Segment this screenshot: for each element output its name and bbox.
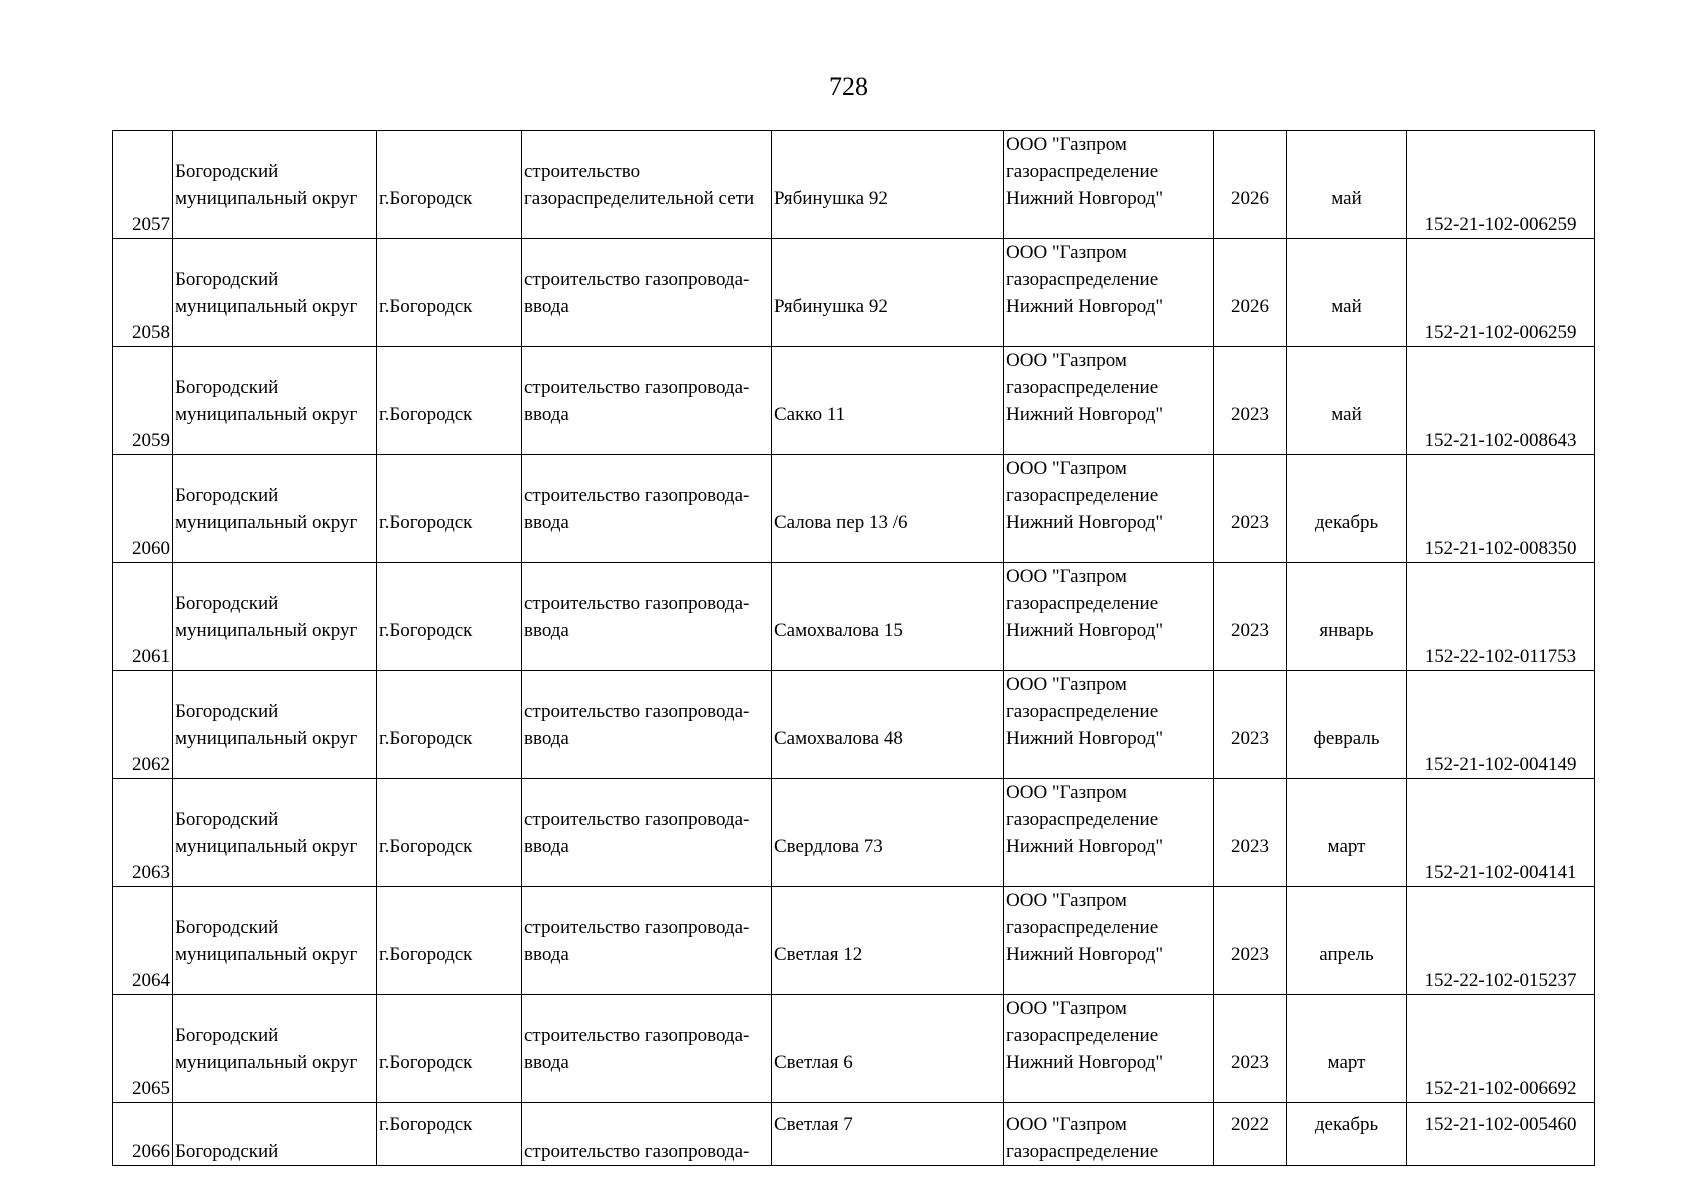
- organization-line-3: Нижний Новгород": [1006, 404, 1164, 425]
- registry-code: 152-21-102-006692: [1424, 1078, 1577, 1099]
- year-cell: [1214, 995, 1287, 1103]
- table-row: [113, 455, 1595, 563]
- registry-code: 152-22-102-011753: [1424, 646, 1577, 667]
- organization-line-1: ООО "Газпром: [1006, 242, 1127, 263]
- city-cell: [377, 563, 522, 671]
- address: Рябинушка 92: [774, 296, 888, 317]
- registry-code: 152-21-102-004141: [1424, 862, 1577, 883]
- year-cell: [1214, 131, 1287, 239]
- year: 2023: [1231, 728, 1269, 749]
- organization-line-2: газораспределение: [1006, 917, 1159, 938]
- month-cell: [1287, 1103, 1407, 1166]
- year-cell: [1214, 1103, 1287, 1166]
- row-number: 2058: [132, 322, 170, 343]
- work-type-line-1: строительство газопровода-: [524, 1025, 750, 1046]
- registry-code: 152-21-102-005460: [1424, 1114, 1577, 1135]
- district-cell: [173, 995, 377, 1103]
- year-cell: [1214, 671, 1287, 779]
- month-cell: [1287, 779, 1407, 887]
- month: март: [1327, 836, 1366, 857]
- month-cell: [1287, 131, 1407, 239]
- district-cell: [173, 239, 377, 347]
- district-cell: [173, 563, 377, 671]
- district-line-2: муниципальный округ: [175, 188, 358, 209]
- organization-line-2: газораспределение: [1006, 1025, 1159, 1046]
- organization-line-2: газораспределение: [1006, 701, 1159, 722]
- organization-cell: [1004, 455, 1214, 563]
- address-cell: [772, 131, 1004, 239]
- district-line-2: муниципальный округ: [175, 1052, 358, 1073]
- work-type-line-2: ввода: [524, 836, 569, 857]
- address-cell: [772, 995, 1004, 1103]
- month-cell: [1287, 671, 1407, 779]
- work-type-line-1: строительство газопровода-: [524, 809, 750, 830]
- year: 2026: [1231, 188, 1269, 209]
- address: Свердлова 73: [774, 836, 883, 857]
- year: 2023: [1231, 512, 1269, 533]
- organization-line-3: Нижний Новгород": [1006, 944, 1164, 965]
- organization-line-2: газораспределение: [1006, 161, 1159, 182]
- city: г.Богородск: [379, 836, 473, 857]
- row-number: 2060: [132, 538, 170, 559]
- work-type-line-2: газораспределительной сети: [524, 188, 755, 209]
- organization-line-1: ООО "Газпром: [1006, 890, 1127, 911]
- code-cell: [1407, 779, 1595, 887]
- organization-line-3: Нижний Новгород": [1006, 512, 1164, 533]
- organization-line-2: газораспределение: [1006, 485, 1159, 506]
- district-line-2: муниципальный округ: [175, 404, 358, 425]
- organization-line-1: ООО "Газпром: [1006, 782, 1127, 803]
- code-cell: [1407, 1103, 1595, 1166]
- month: март: [1327, 1052, 1366, 1073]
- work-type-line-2: ввода: [524, 944, 569, 965]
- organization-cell: [1004, 131, 1214, 239]
- district-line-1: Богородский: [175, 917, 279, 938]
- address-cell: [772, 455, 1004, 563]
- district-line-2: муниципальный округ: [175, 836, 358, 857]
- year: 2023: [1231, 620, 1269, 641]
- city-cell: [377, 995, 522, 1103]
- district-cell: [173, 671, 377, 779]
- month: май: [1331, 296, 1362, 317]
- code-cell: [1407, 995, 1595, 1103]
- registry-code: 152-21-102-006259: [1424, 322, 1577, 343]
- district-line-1: Богородский: [175, 485, 279, 506]
- row-number-cell: [113, 131, 173, 239]
- work-type-line-1: строительство газопровода-: [524, 593, 750, 614]
- year-cell: [1214, 887, 1287, 995]
- organization-line-3: Нижний Новгород": [1006, 620, 1164, 641]
- work-type-cell: [522, 779, 772, 887]
- city-cell: [377, 779, 522, 887]
- district-cell: [173, 779, 377, 887]
- organization-line-1: ООО "Газпром: [1006, 998, 1127, 1019]
- work-type-line-1: строительство газопровода-: [524, 485, 750, 506]
- address: Рябинушка 92: [774, 188, 888, 209]
- month-cell: [1287, 347, 1407, 455]
- year: 2023: [1231, 836, 1269, 857]
- month: январь: [1319, 620, 1374, 641]
- year-cell: [1214, 239, 1287, 347]
- address: Светлая 7: [774, 1114, 853, 1135]
- district-line-2: муниципальный округ: [175, 296, 358, 317]
- organization-line-3: Нижний Новгород": [1006, 296, 1164, 317]
- work-type-line-2: ввода: [524, 512, 569, 533]
- address: Самохвалова 15: [774, 620, 903, 641]
- month: апрель: [1319, 944, 1374, 965]
- row-number-cell: [113, 563, 173, 671]
- district-line-2: муниципальный округ: [175, 728, 358, 749]
- district-line-2: муниципальный округ: [175, 620, 358, 641]
- code-cell: [1407, 887, 1595, 995]
- address-cell: [772, 671, 1004, 779]
- table-row: [113, 563, 1595, 671]
- row-number-cell: [113, 671, 173, 779]
- city: г.Богородск: [379, 620, 473, 641]
- code-cell: [1407, 563, 1595, 671]
- district-cell: [173, 887, 377, 995]
- organization-line-2: газораспределение: [1006, 593, 1159, 614]
- city-cell: [377, 887, 522, 995]
- work-type-cell: [522, 887, 772, 995]
- organization-line-1: ООО "Газпром: [1006, 1114, 1127, 1135]
- district: Богородский: [175, 1141, 279, 1162]
- work-type-cell: [522, 671, 772, 779]
- organization-cell: [1004, 239, 1214, 347]
- district-line-2: муниципальный округ: [175, 944, 358, 965]
- work-type-line-2: ввода: [524, 620, 569, 641]
- address: Салова пер 13 /6: [774, 512, 908, 533]
- year: 2022: [1231, 1114, 1269, 1135]
- district-line-1: Богородский: [175, 593, 279, 614]
- row-number-cell: [113, 239, 173, 347]
- district-cell: [173, 347, 377, 455]
- year-cell: [1214, 563, 1287, 671]
- city: г.Богородск: [379, 1114, 473, 1135]
- organization-line-1: ООО "Газпром: [1006, 458, 1127, 479]
- address-cell: [772, 239, 1004, 347]
- month: май: [1331, 188, 1362, 209]
- row-number: 2061: [132, 646, 170, 667]
- district-line-1: Богородский: [175, 701, 279, 722]
- district-line-1: Богородский: [175, 809, 279, 830]
- row-number-cell: [113, 887, 173, 995]
- organization-line-1: ООО "Газпром: [1006, 674, 1127, 695]
- district-line-1: Богородский: [175, 377, 279, 398]
- organization-cell: [1004, 995, 1214, 1103]
- table-row: [113, 131, 1595, 239]
- work-type-line-1: строительство газопровода-: [524, 377, 750, 398]
- city-cell: [377, 1103, 522, 1166]
- district-line-1: Богородский: [175, 269, 279, 290]
- district-cell: [173, 1103, 377, 1166]
- organization-line-2: газораспределение: [1006, 269, 1159, 290]
- work-type-line-1: строительство газопровода-: [524, 917, 750, 938]
- code-cell: [1407, 239, 1595, 347]
- work-type-cell: [522, 563, 772, 671]
- row-number: 2065: [132, 1078, 170, 1099]
- registry-code: 152-21-102-004149: [1424, 754, 1577, 775]
- year-cell: [1214, 347, 1287, 455]
- work-type-cell: [522, 347, 772, 455]
- district-cell: [173, 131, 377, 239]
- organization-line-2: газораспределение: [1006, 809, 1159, 830]
- district-line-2: муниципальный округ: [175, 512, 358, 533]
- year: 2026: [1231, 296, 1269, 317]
- address: Светлая 6: [774, 1052, 853, 1073]
- organization-cell: [1004, 1103, 1214, 1166]
- row-number: 2064: [132, 970, 170, 991]
- city: г.Богородск: [379, 296, 473, 317]
- organization-cell: [1004, 563, 1214, 671]
- code-cell: [1407, 455, 1595, 563]
- city-cell: [377, 347, 522, 455]
- organization-line-2: газораспределение: [1006, 1141, 1159, 1162]
- address-cell: [772, 887, 1004, 995]
- city-cell: [377, 455, 522, 563]
- address-cell: [772, 779, 1004, 887]
- table-row: [113, 671, 1595, 779]
- city-cell: [377, 239, 522, 347]
- organization-line-1: ООО "Газпром: [1006, 350, 1127, 371]
- organization-line-3: Нижний Новгород": [1006, 728, 1164, 749]
- address-cell: [772, 1103, 1004, 1166]
- year: 2023: [1231, 944, 1269, 965]
- city-cell: [377, 671, 522, 779]
- city: г.Богородск: [379, 1052, 473, 1073]
- code-cell: [1407, 131, 1595, 239]
- year-cell: [1214, 455, 1287, 563]
- work-type-line-2: ввода: [524, 728, 569, 749]
- month-cell: [1287, 239, 1407, 347]
- registry-code: 152-21-102-008643: [1424, 430, 1577, 451]
- month: май: [1331, 404, 1362, 425]
- city: г.Богородск: [379, 188, 473, 209]
- gas-connection-register-table: [112, 130, 1595, 1166]
- work-type-cell: [522, 1103, 772, 1166]
- organization-cell: [1004, 887, 1214, 995]
- district-line-1: Богородский: [175, 1025, 279, 1046]
- organization-line-3: Нижний Новгород": [1006, 1052, 1164, 1073]
- month: февраль: [1313, 728, 1380, 749]
- row-number-cell: [113, 1103, 173, 1166]
- work-type-cell: [522, 131, 772, 239]
- month-cell: [1287, 887, 1407, 995]
- organization-line-1: ООО "Газпром: [1006, 134, 1127, 155]
- row-number-cell: [113, 779, 173, 887]
- address: Самохвалова 48: [774, 728, 903, 749]
- district-line-1: Богородский: [175, 161, 279, 182]
- organization-cell: [1004, 347, 1214, 455]
- table-row: [113, 995, 1595, 1103]
- code-cell: [1407, 671, 1595, 779]
- year: 2023: [1231, 1052, 1269, 1073]
- year: 2023: [1231, 404, 1269, 425]
- month-cell: [1287, 455, 1407, 563]
- table-row: [113, 887, 1595, 995]
- table-body: [113, 131, 1595, 1166]
- address-cell: [772, 563, 1004, 671]
- work-type-cell: [522, 995, 772, 1103]
- city: г.Богородск: [379, 512, 473, 533]
- organization-line-1: ООО "Газпром: [1006, 566, 1127, 587]
- work-type-line-1: строительство газопровода-: [524, 701, 750, 722]
- work-type-cell: [522, 239, 772, 347]
- row-number: 2059: [132, 430, 170, 451]
- address: Сакко 11: [774, 404, 846, 425]
- month: декабрь: [1314, 1114, 1379, 1135]
- month-cell: [1287, 563, 1407, 671]
- row-number-cell: [113, 347, 173, 455]
- table-row: [113, 239, 1595, 347]
- month-cell: [1287, 995, 1407, 1103]
- work-type-line-1: строительство: [524, 161, 641, 182]
- table-row: [113, 779, 1595, 887]
- organization-cell: [1004, 671, 1214, 779]
- row-number: 2063: [132, 862, 170, 883]
- table-row: [113, 1103, 1595, 1166]
- city: г.Богородск: [379, 728, 473, 749]
- table-row: [113, 347, 1595, 455]
- year-cell: [1214, 779, 1287, 887]
- work-type: строительство газопровода-: [524, 1141, 750, 1162]
- district-cell: [173, 455, 377, 563]
- row-number: 2066: [132, 1141, 170, 1162]
- address: Светлая 12: [774, 944, 863, 965]
- work-type-line-1: строительство газопровода-: [524, 269, 750, 290]
- work-type-line-2: ввода: [524, 404, 569, 425]
- registry-code: 152-22-102-015237: [1424, 970, 1577, 991]
- organization-cell: [1004, 779, 1214, 887]
- row-number-cell: [113, 455, 173, 563]
- organization-line-3: Нижний Новгород": [1006, 836, 1164, 857]
- code-cell: [1407, 347, 1595, 455]
- row-number: 2057: [132, 214, 170, 235]
- page-number: 728: [829, 72, 868, 101]
- work-type-line-2: ввода: [524, 296, 569, 317]
- month: декабрь: [1314, 512, 1379, 533]
- registry-code: 152-21-102-008350: [1424, 538, 1577, 559]
- organization-line-3: Нижний Новгород": [1006, 188, 1164, 209]
- work-type-cell: [522, 455, 772, 563]
- city: г.Богородск: [379, 404, 473, 425]
- city-cell: [377, 131, 522, 239]
- city: г.Богородск: [379, 944, 473, 965]
- organization-line-2: газораспределение: [1006, 377, 1159, 398]
- row-number: 2062: [132, 754, 170, 775]
- row-number-cell: [113, 995, 173, 1103]
- address-cell: [772, 347, 1004, 455]
- work-type-line-2: ввода: [524, 1052, 569, 1073]
- registry-code: 152-21-102-006259: [1424, 214, 1577, 235]
